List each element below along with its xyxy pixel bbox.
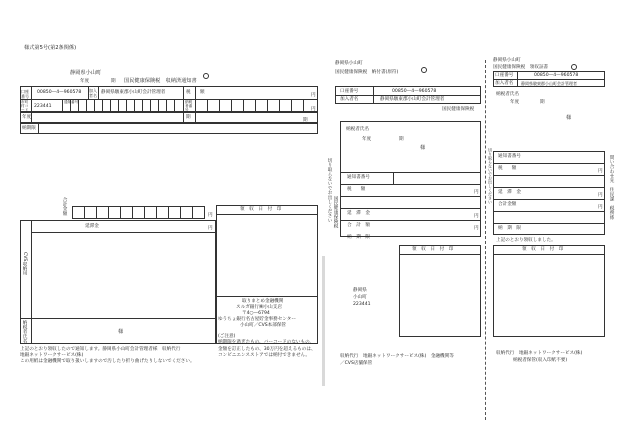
p2-left-label: 国民健康保険税 [333, 196, 338, 229]
p1-total-label: 合計金額 [62, 197, 67, 216]
p2-footer-2: ／CVS店舗保管 [340, 361, 373, 366]
p2-receipt-stamp-box [399, 245, 481, 337]
p3-row-notice-no: 通知書番号 [498, 154, 521, 159]
p2-account-no: 00850—4—960578 [392, 89, 437, 94]
p3-account-no: 00850—4—960578 [534, 73, 579, 78]
p2-row-yen-2: 円 [474, 214, 479, 219]
p1-taxpayer-no-label: 納税者番号 [185, 100, 193, 112]
p1-year-row [20, 112, 318, 123]
p1-city-code: 223441 [34, 104, 52, 109]
p1-title: 国民健康保険税 収納済通知書 [124, 78, 197, 84]
p2-row-notice-no: 通知書番号 [347, 175, 370, 180]
p1-bank-2: ゆうちょ銀行名古屋貯金事務センター [218, 317, 296, 322]
p2-footer-1: 収納代行 地銀ネットワークサービス(株) 金融機関等 [340, 354, 454, 359]
p1-ki-2: 期 [303, 118, 308, 123]
p1-cvs-block [20, 220, 216, 344]
p2-addr-2: 小山町 [353, 295, 367, 300]
form-number: 様式第5号(第2条関係) [24, 45, 77, 51]
p3-year: 年度 [510, 100, 520, 105]
p3-row-late-fee: 延 滞 金 [498, 190, 521, 195]
p2-title: 国民健康保険税 納付書(原符) [335, 70, 399, 75]
p1-total-digits [72, 206, 205, 219]
p1-period: 期 [111, 79, 116, 84]
p3-received: 上記のとおり領収しました。 [496, 238, 556, 243]
p1-city: 静岡県小山町 [70, 70, 102, 76]
p3-taxpayer-name-label: 納税者氏名 [496, 92, 519, 97]
p1-yen: 円 [311, 93, 316, 98]
p1-late-fee-yen: 円 [208, 226, 213, 231]
p2-vertical-note: 切り取らないでお出しください [327, 158, 332, 223]
p2-taxpayer-name-label: 納税者氏名 [346, 127, 369, 132]
p2-row-total: 合 計 額 [347, 223, 370, 228]
p3-receipt-stamp-label: 領 収 日 付 印 [522, 247, 564, 252]
p1-footer-2: 地銀ネットワークサービス(株) [20, 353, 84, 358]
p1-account-label: 口座番号 [21, 89, 29, 99]
p1-payee: 静岡県駿東郡小山町会計管理者 [101, 90, 166, 95]
p3-sama: 様 [566, 115, 572, 121]
p3-row-tax: 税 額 [498, 166, 517, 171]
p1-amount-label: 額 [200, 90, 205, 95]
p1-tax-label: 税 [186, 90, 191, 95]
p1-late-fee-label: 延滞金 [85, 224, 99, 229]
p2-year: 年度 [362, 137, 372, 142]
p3-vertical-right: 問い合わせ先 住民課 税務係 [609, 155, 614, 220]
p3-row-total: 合計金額 [498, 202, 517, 207]
p2-payee: 静岡県駿東郡小山町会計管理者 [380, 97, 445, 102]
p3-city: 静岡県小山町 [493, 58, 521, 63]
p1-bank-title: 取りまとめ金融機関 [242, 299, 284, 304]
p1-payee-label: 加入者名 [89, 88, 97, 98]
p1-city-code-label: 市町村コード [21, 100, 29, 112]
p1-account-no: 00850—4—960578 [37, 90, 82, 95]
p3-row-due: 納 期 限 [498, 226, 521, 231]
p1-due-label: 納期限 [22, 126, 36, 131]
p1-cvs-label: CVS収納用 [22, 252, 27, 276]
p1-bank-3: 小山町／CVS本部保管 [240, 323, 287, 328]
p2-row-yen-1: 円 [474, 190, 479, 195]
p2-period: 期 [399, 137, 404, 142]
p3-footer-2: 納税者保管(収入印紙不要) [513, 358, 568, 363]
p1-bank-postal: 〒4○—6794 [242, 311, 270, 316]
p3-account-label: 口座番号 [495, 73, 514, 78]
p1-footer-3: この用紙は金融機関で取り扱いしますので汚したり折り曲げたりしないでください。 [20, 359, 195, 364]
p3-payee: 静岡県駿東郡小山町会計管理者 [521, 81, 577, 86]
p3-payee-label: 加入者名 [495, 81, 514, 86]
p3-row-yen-2: 円 [598, 193, 603, 198]
p2-addr-3: 223441 [353, 302, 371, 307]
p1-notice-no-label: 通知番号 [64, 100, 79, 104]
p1-sama: 様 [118, 329, 124, 335]
p1-note: 納期限を過ぎたもの、バーコードのないもの、金額を訂正したもの、30万円を超えるものは、コンビニエンスストアでは納付できません。 [218, 340, 316, 358]
p2-receipt-stamp-label: 領 収 日 付 印 [412, 247, 454, 252]
p2-stamp-icon [421, 67, 427, 73]
p3-row-yen-3: 円 [598, 205, 603, 210]
p1-note-head: (ご注意) [218, 334, 236, 339]
perforation-strip [322, 256, 325, 386]
p3-title: 国民健康保険税 領収証書 [493, 65, 549, 70]
p3-period: 期 [540, 100, 545, 105]
p3-stamp-icon [571, 64, 577, 70]
p1-bank-1: スルガ銀行㈱小山支店 [236, 305, 282, 310]
p2-payee-label: 加入者名 [340, 97, 359, 102]
p1-total-yen: 円 [208, 213, 213, 218]
p3-vertical-left: 切り取らないでお出しください [488, 148, 493, 204]
p3-receipt-stamp-box [493, 245, 605, 337]
p2-city: 静岡県小山町 [335, 61, 363, 66]
p1-nendo: 年度 [22, 115, 32, 120]
p1-taxpayer-name-label: 納税者氏名 [22, 320, 27, 343]
p1-year: 年度 [80, 79, 90, 84]
p3-row-yen-1: 円 [598, 169, 603, 174]
p1-due-row [20, 123, 318, 134]
p2-addr-1: 静岡県 [353, 288, 367, 293]
p2-sama: 様 [420, 145, 426, 151]
p1-receipt-stamp-label: 領 収 日 付 印 [240, 207, 282, 212]
p1-stamp-icon [203, 73, 209, 79]
p2-account-label: 口座番号 [340, 89, 359, 94]
p2-row-tax: 税 額 [347, 187, 366, 192]
p2-row-due: 納 期 限 [347, 235, 370, 240]
p2-row-late-fee: 延 滞 金 [347, 211, 370, 216]
p1-ki: 期 [186, 115, 191, 120]
p2-row-yen-3: 円 [474, 226, 479, 231]
p1-footer-1: 上記のとおり領収したので通知します。静岡県小山町会計管理者様 収納代行 [20, 347, 181, 352]
cut-line-1 [485, 60, 486, 420]
p1-yen-2: 円 [311, 107, 316, 112]
p2-sub: 国民健康保険税 [442, 107, 475, 112]
p3-footer-1: 収納代行 地銀ネットワークサービス(株) [496, 351, 583, 356]
